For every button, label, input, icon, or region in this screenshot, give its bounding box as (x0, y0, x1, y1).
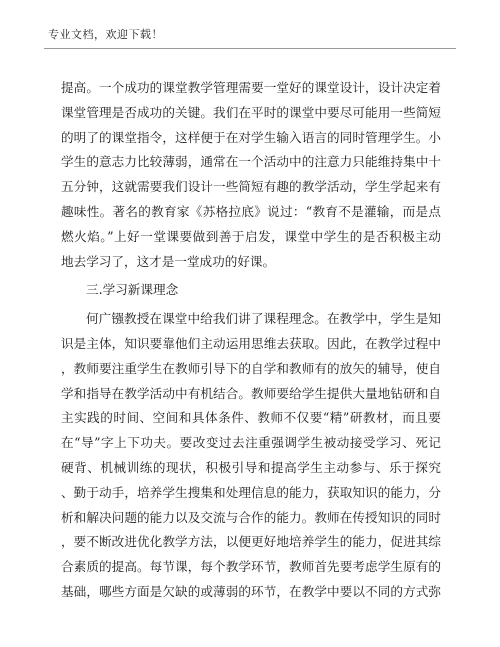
section-heading: 三.学习新课理念 (86, 282, 179, 298)
paragraph-line: 地去学习了，这才是一堂成功的好课。 (61, 253, 276, 269)
paragraph-line: 的明了的课堂指令，这样便于在对学生输入语言的同时管理学生。小 (61, 129, 441, 145)
paragraph-line: 提高。一个成功的课堂教学管理需要一堂好的课堂设计，设计决定着 (61, 80, 441, 95)
paragraph-line: 硬背、机械训练的现状，积极引导和提高学生主动参与、乐于探究 (61, 459, 441, 475)
paragraph-line: 识是主体，知识要靠他们主动运用思维去获取。因此，在教学过程中 (61, 335, 441, 351)
paragraph-line: 趣味性。著名的教育家《苏格拉底》说过：“教育不是灌输，而是点 (61, 203, 441, 219)
document-header: 专业文档，欢迎下载！ (48, 28, 163, 41)
paragraph-line: 学生的意志力比较薄弱，通常在一个活动中的注意力只能维持集中十 (61, 154, 441, 170)
paragraph-line: 五分钟，这就需要我们设计一些简短有趣的教学活动，学生学起来有 (61, 179, 441, 195)
paragraph-line: 主实践的时间、空间和具体条件、教师不仅要“精”研教材，而且要 (61, 410, 441, 426)
paragraph-line: 课堂管理是否成功的关键。我们在平时的课堂中要尽可能用一些简短 (61, 104, 441, 120)
header-divider (44, 48, 456, 49)
paragraph-line: 、勤于动手，培养学生搜集和处理信息的能力，获取知识的能力，分 (61, 484, 441, 500)
paragraph-line: 燃火焰。”上好一堂课要做到善于启发，课堂中学生的是否积极主动 (61, 228, 441, 244)
paragraph-line: 学和指导在教学活动中有机结合。教师要给学生提供大量地钻研和自 (61, 385, 441, 401)
paragraph-line: ，要不断改进优化教学方法，以便更好地培养学生的能力，促进其综 (61, 534, 441, 550)
paragraph-line: ，教师要注重学生在教师引导下的自学和教师有的放矢的辅导，使自 (61, 360, 441, 376)
paragraph-line: 基础，哪些方面是欠缺的或薄弱的环节，在教学中要以不同的方式弥 (61, 583, 441, 599)
paragraph-line: 析和解决问题的能力以及交流与合作的能力。教师在传授知识的同时 (61, 509, 441, 525)
paragraph-line: 合素质的提高。每节课，每个教学环节，教师首先要考虑学生原有的 (61, 559, 441, 575)
document-body (61, 76, 441, 605)
paragraph-line: 何广镪教授在课堂中给我们讲了课程理念。在教学中，学生是知 (86, 311, 441, 327)
paragraph-line: 在“导”字上下功夫。要改变过去注重强调学生被动接受学习、死记 (61, 435, 441, 451)
